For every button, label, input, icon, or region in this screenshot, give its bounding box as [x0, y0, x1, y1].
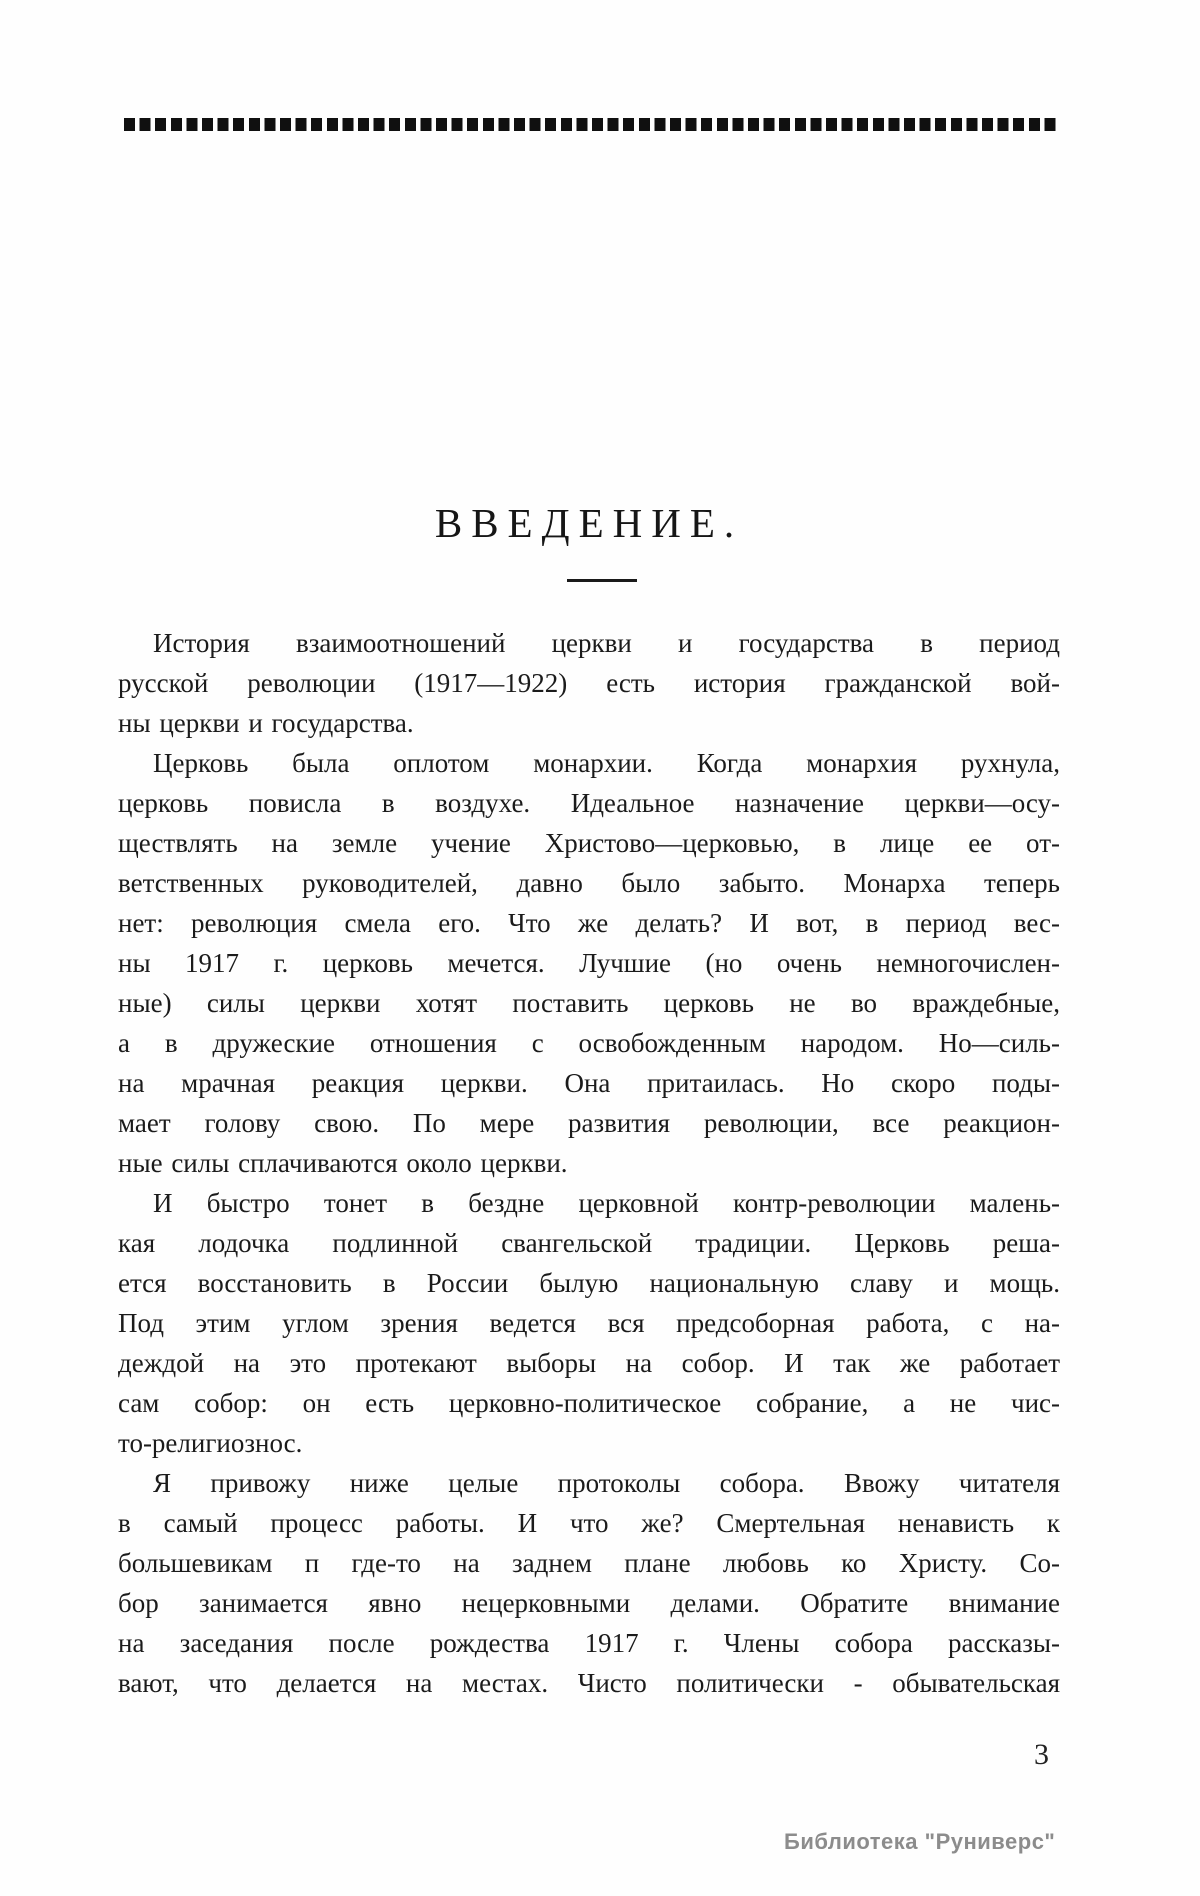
text-line: ветственных руководителей, давно было забыто. Монарха теперь [118, 868, 1060, 898]
page-number: 3 [1034, 1738, 1049, 1771]
text-line: русской революции (1917—1922) есть история гражданской вой- [118, 668, 1060, 698]
text-line: на мрачная реакция церкви. Она притаилась. Но скоро поды- [118, 1068, 1060, 1098]
text-line: кая лодочка подлинной свангельской традиции. Церковь реша- [118, 1228, 1060, 1258]
text-line: ется восстановить в России былую национальную славу и мощь. [118, 1268, 1060, 1298]
paragraph [118, 743, 1060, 1183]
text-line: то-религиознос. [118, 1428, 303, 1458]
paragraph [118, 1183, 1060, 1463]
text-line: вают, что делается на местах. Чисто политически - обывательская [118, 1668, 1060, 1698]
title-wrap [118, 499, 1060, 547]
text-line: ны 1917 г. церковь мечется. Лучшие (но очень немногочислен- [118, 948, 1060, 978]
library-watermark: Библиотека "Руниверс" [784, 1829, 1056, 1854]
page-title: ВВЕДЕНИЕ. [434, 500, 744, 546]
text-line: История взаимоотношений церкви и государства в период [153, 628, 1060, 658]
text-line: ные) силы церкви хотят поставить церковь не во враждебные, [118, 988, 1060, 1018]
text-line: И быстро тонет в бездне церковной контр-революции малень- [153, 1188, 1060, 1218]
body-text [118, 623, 1060, 1703]
text-line: в самый процесс работы. И что же? Смертельная ненависть к [118, 1508, 1060, 1538]
text-line: а в дружеские отношения с освобожденным народом. Но—силь- [118, 1028, 1060, 1058]
text-line: Под этим углом зрения ведется вся предсоборная работа, с на- [118, 1308, 1060, 1338]
text-line: ные силы сплачиваются около церкви. [118, 1148, 568, 1178]
text-line: мает голову свою. По мере развития революции, все реакцион- [118, 1108, 1060, 1138]
text-line: Церковь была оплотом монархии. Когда монархия рухнула, [153, 748, 1060, 778]
text-line: бор занимается явно нецерковными делами. Обратите внимание [118, 1588, 1060, 1618]
text-line: ществлять на земле учение Христово—церковью, в лице ее от- [118, 828, 1060, 858]
text-line: нет: революция смела его. Что же делать? И вот, в период вес- [118, 908, 1060, 938]
paragraph [118, 1463, 1060, 1703]
text-line: деждой на это протекают выборы на собор. И так же работает [118, 1348, 1060, 1378]
title-divider [567, 579, 637, 582]
text-line: церковь повисла в воздухе. Идеальное назначение церкви—осу- [118, 788, 1060, 818]
text-line: Я привожу ниже целые протоколы собора. Ввожу читателя [153, 1468, 1060, 1498]
text-line: сам собор: он есть церковно-политическое собрание, а не чис- [118, 1388, 1060, 1418]
ornament-squares-border [124, 118, 1058, 131]
text-line: на заседания после рождества 1917 г. Члены собора рассказы- [118, 1628, 1060, 1658]
paragraph [118, 623, 1060, 743]
text-line: большевикам п где-то на заднем плане любовь ко Христу. Со- [118, 1548, 1060, 1578]
text-line: ны церкви и государства. [118, 708, 414, 738]
